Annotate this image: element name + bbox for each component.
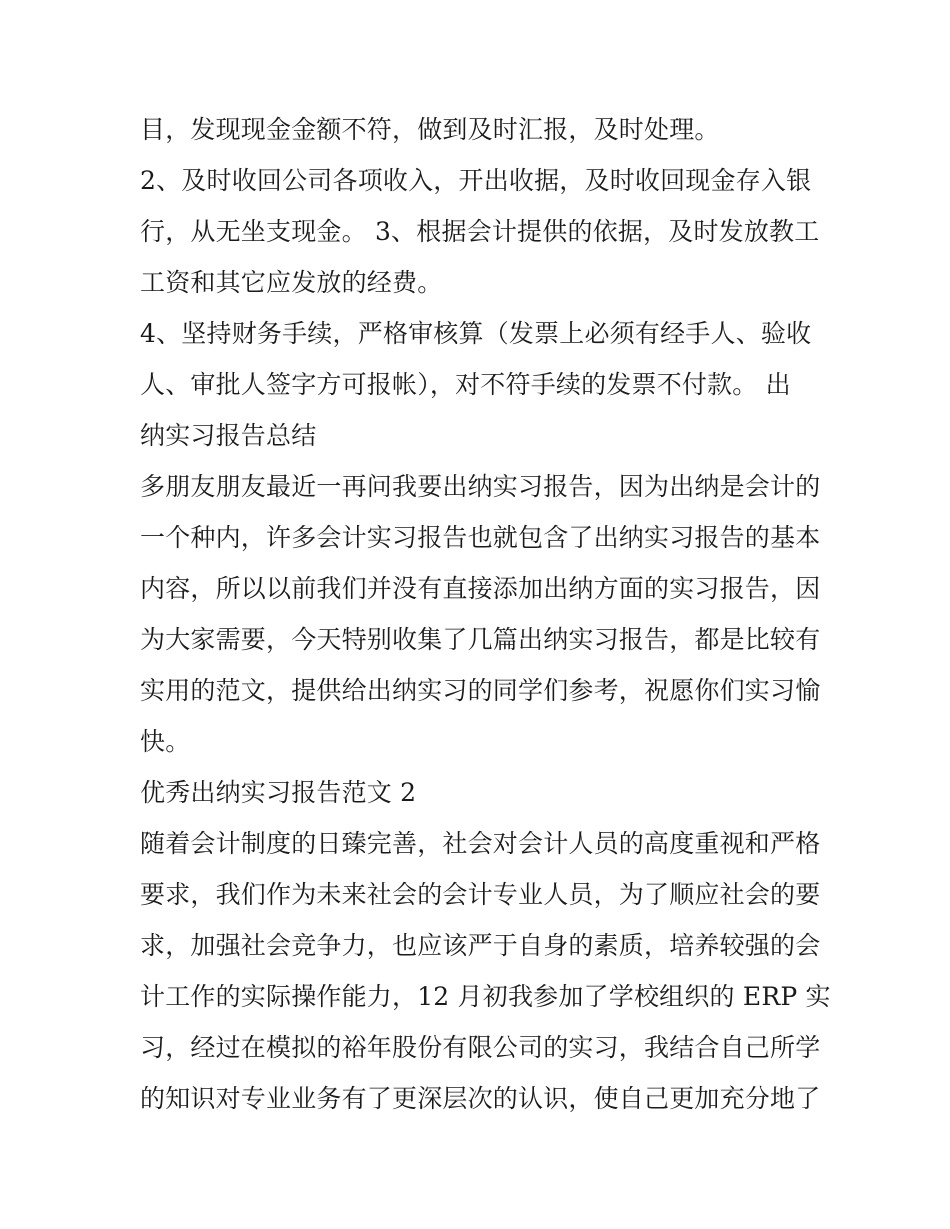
section-heading: 优秀出纳实习报告范文 2 [140,778,417,807]
text-line: 纳实习报告总结 [140,421,317,450]
text-line: 求，加强社会竞争力，也应该严于自身的素质，培养较强的会 [140,931,821,960]
text-line: 人、审批人签字方可报帐），对不符手续的发票不付款。 出 [140,370,791,399]
text-line: 随着会计制度的日臻完善，社会对会计人员的高度重视和严格 [140,829,821,858]
text-line: 2、及时收回公司各项收入，开出收据，及时收回现金存入银 [140,166,812,195]
text-line: 习，经过在模拟的裕年股份有限公司的实习，我结合自己所学 [140,1033,821,1062]
text-line: 内容，所以以前我们并没有直接添加出纳方面的实习报告，因 [140,574,821,603]
text-line: 目，发现现金金额不符，做到及时汇报，及时处理。 [140,115,720,144]
text-line: 要求，我们作为未来社会的会计专业人员，为了顺应社会的要 [140,880,821,909]
text-line: 多朋友朋友最近一再问我要出纳实习报告，因为出纳是会计的 [140,472,821,501]
text-line: 行，从无坐支现金。 3、根据会计提供的依据，及时发放教工 [140,217,820,246]
text-line: 快。 [140,727,191,756]
text-line: 一个种内，许多会计实习报告也就包含了出纳实习报告的基本 [140,523,821,552]
text-line: 4、坚持财务手续，严格审核算（发票上必须有经手人、验收 [140,319,812,348]
text-line: 工资和其它应发放的经费。 [140,268,443,297]
text-line: 为大家需要，今天特别收集了几篇出纳实习报告，都是比较有 [140,625,821,654]
text-line: 计工作的实际操作能力，12 月初我参加了学校组织的 ERP 实 [140,982,831,1011]
text-line: 实用的范文，提供给出纳实习的同学们参考，祝愿你们实习愉 [140,676,821,705]
text-line: 的知识对专业业务有了更深层次的认识，使自己更加充分地了 [140,1084,821,1113]
